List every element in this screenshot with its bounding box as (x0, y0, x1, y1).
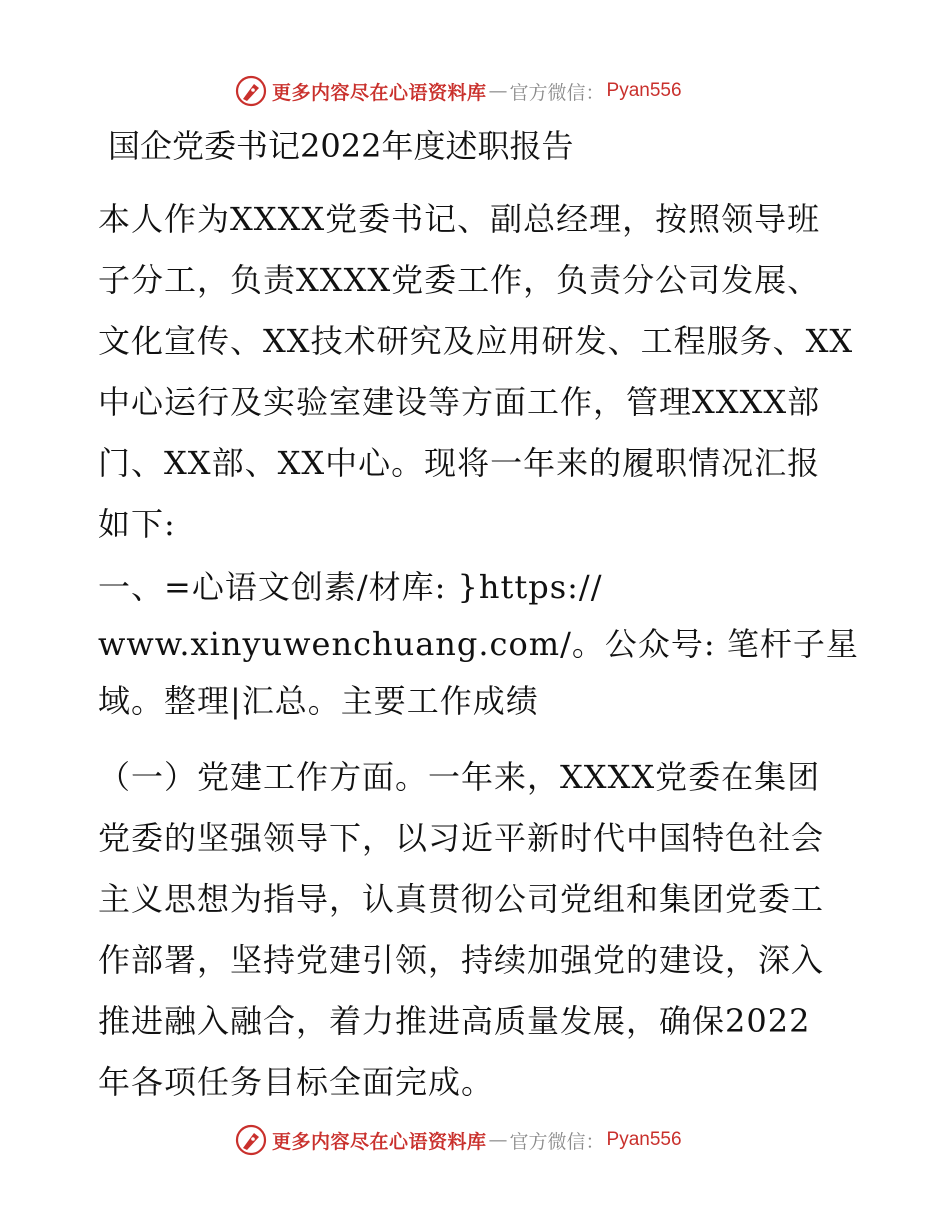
watermark-wechat-id: Pyan556 (606, 80, 682, 101)
watermark-dash: — (488, 80, 508, 102)
pen-nib-logo-icon (234, 74, 268, 108)
section-heading-main-achievements (98, 559, 868, 730)
watermark-dash: — (488, 1129, 508, 1151)
footer-watermark (234, 1122, 682, 1158)
paragraph-line: 门、XX部、XX中心。现将一年来的履职情况汇报 (98, 444, 821, 482)
paragraph-line: 文化宣传、XX技术研究及应用研发、工程服务、XX (98, 322, 854, 360)
document-title: 国企党委书记2022年度述职报告 (108, 127, 574, 165)
paragraph-line: （一）党建工作方面。一年来，XXXX党委在集团 (98, 758, 821, 796)
paragraph-intro (98, 189, 868, 555)
watermark-wechat-id: Pyan556 (606, 1129, 682, 1150)
watermark-wechat-label: 官方微信： (509, 1130, 605, 1153)
paragraph-line: 年各项任务目标全面完成。 (98, 1063, 495, 1101)
watermark-text: 更多内容尽在心语资料库 (272, 1130, 487, 1153)
paragraph-party-building (98, 747, 868, 1113)
pen-nib-logo-icon (234, 1123, 268, 1157)
paragraph-line: 推进融入融合，着力推进高质量发展，确保2022 (98, 1002, 811, 1040)
paragraph-line: www.xinyuwenchuang.com/。公众号: 笔杆子星 (98, 625, 859, 663)
watermark-wechat-label: 官方微信： (509, 81, 605, 104)
paragraph-line: 本人作为XXXX党委书记、副总经理，按照领导班 (98, 200, 821, 238)
paragraph-line: 域。整理|汇总。主要工作成绩 (98, 682, 539, 720)
paragraph-line: 主义思想为指导，认真贯彻公司党组和集团党委工 (98, 880, 825, 918)
paragraph-line: 作部署，坚持党建引领，持续加强党的建设，深入 (98, 941, 825, 979)
paragraph-line: 党委的坚强领导下，以习近平新时代中国特色社会 (98, 819, 825, 857)
watermark-text: 更多内容尽在心语资料库 (272, 81, 487, 104)
paragraph-line: 如下: (98, 505, 176, 543)
paragraph-line: 子分工，负责XXXX党委工作，负责分公司发展、 (98, 261, 821, 299)
paragraph-line: 中心运行及实验室建设等方面工作，管理XXXX部 (98, 383, 821, 421)
header-watermark (234, 73, 682, 109)
paragraph-line: 一、=心语文创素/材库: }https:// (98, 568, 603, 606)
